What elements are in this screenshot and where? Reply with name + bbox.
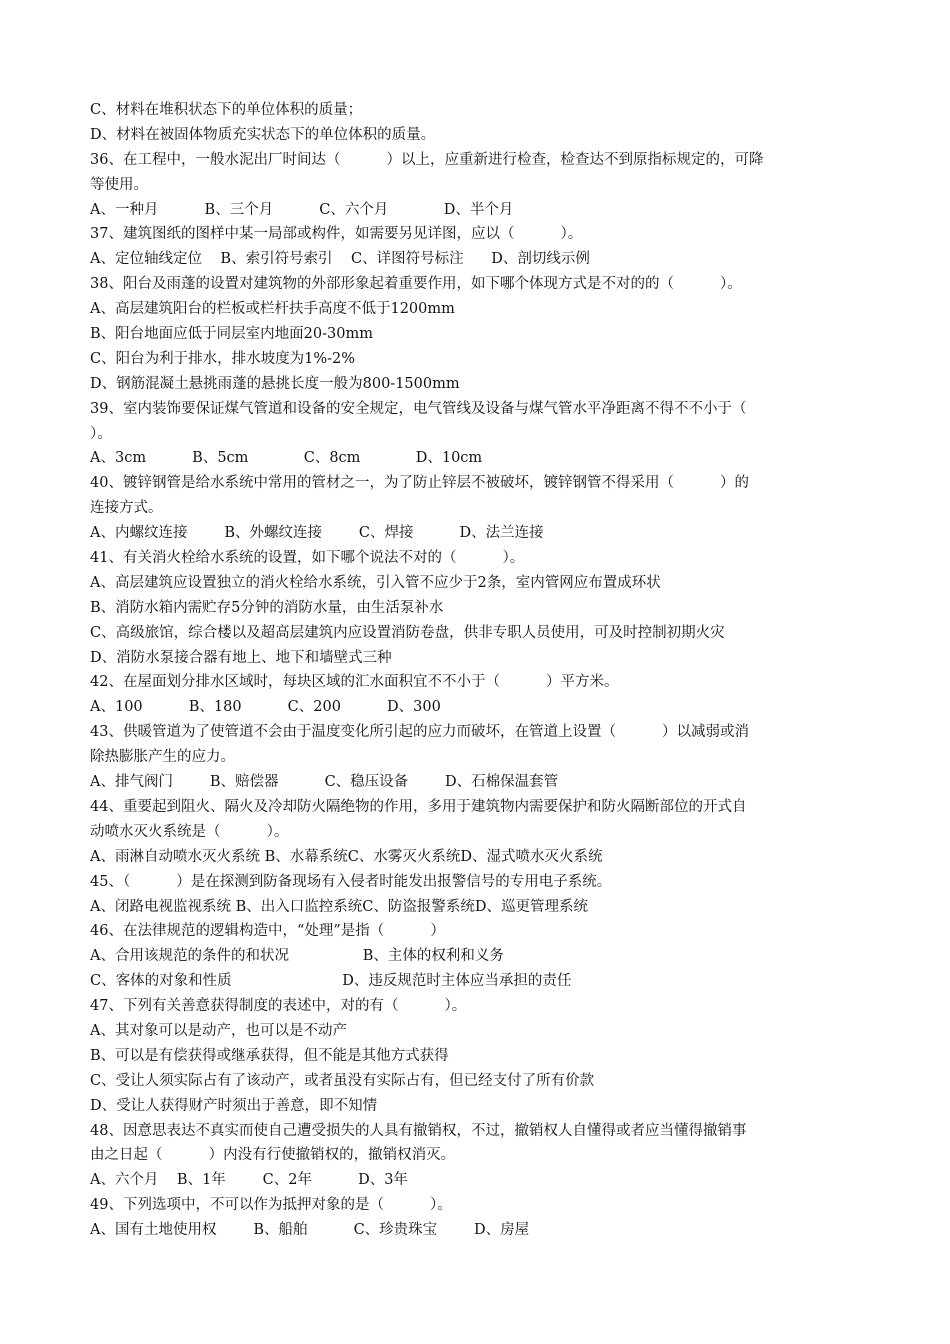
text-line: C、客体的对象和性质 D、违反规范时主体应当承担的责任 — [90, 973, 572, 990]
text-line: A、高层建筑阳台的栏板或栏杆扶手高度不低于1200mm — [90, 301, 455, 318]
text-line: 38、阳台及雨蓬的设置对建筑物的外部形象起着重要作用，如下哪个体现方式是不对的的（ ）。 — [90, 276, 742, 293]
text-line: A、内螺纹连接 B、外螺纹连接 C、焊接 D、法兰连接 — [90, 525, 544, 542]
text-line: A、国有土地使用权 B、船舶 C、珍贵珠宝 D、房屋 — [90, 1222, 530, 1239]
text-line: A、其对象可以是动产，也可以是不动产 — [90, 1022, 347, 1039]
text-line: C、材料在堆积状态下的单位体积的质量； — [90, 102, 363, 118]
text-line: A、一种月 B、三个月 C、六个月 D、半个月 — [90, 201, 514, 218]
text-line: A、雨淋自动喷水灭火系统 B、水幕系统C、水雾灭火系统D、湿式喷水灭火系统 — [90, 848, 603, 865]
text-line: B、阳台地面应低于同层室内地面20-30mm — [90, 326, 373, 343]
text-line: 动喷水灭火系统是（ ）。 — [90, 823, 289, 840]
text-line: 除热膨胀产生的应力。 — [90, 749, 235, 766]
text-line: 45、（ ）是在探测到防备现场有入侵者时能发出报警信号的专用电子系统。 — [90, 873, 612, 890]
text-line: 42、在屋面划分排水区域时，每块区域的汇水面积宜不不小于（ ）平方米。 — [90, 674, 619, 691]
text-line: C、受让人须实际占有了该动产，或者虽没有实际占有，但已经支付了所有价款 — [90, 1072, 595, 1089]
text-line: 37、建筑图纸的图样中某一局部或构件，如需要另见详图，应以（ ）。 — [90, 226, 583, 243]
document-page — [90, 98, 880, 1243]
text-line: 46、在法律规范的逻辑构造中，“处理”是指（ ） — [90, 923, 445, 940]
text-line: C、阳台为利于排水，排水坡度为1%-2% — [90, 350, 355, 367]
text-line: A、闭路电视监视系统 B、出入口监控系统C、防盗报警系统D、巡更管理系统 — [90, 898, 588, 915]
text-line: 由之日起（ ）内没有行使撤销权的，撤销权消灭。 — [90, 1147, 456, 1164]
text-line: D、受让人获得财产时须出于善意，即不知情 — [90, 1097, 378, 1114]
text-line: A、100 B、180 C、200 D、300 — [90, 699, 441, 716]
text-line: A、3cm B、5cm C、8cm D、10cm — [90, 450, 483, 467]
text-line: 40、镀锌钢管是给水系统中常用的管材之一，为了防止锌层不被破坏，镀锌钢管不得采用（ ）的 — [90, 475, 750, 492]
text-line: 连接方式。 — [90, 500, 163, 517]
text-line: D、钢筋混凝土悬挑雨蓬的悬挑长度一般为800-1500mm — [90, 375, 460, 392]
text-line: A、合用该规范的条件的和状况 B、主体的权利和义务 — [90, 948, 504, 965]
text-line: 44、重要起到阻火、隔火及冷却防火隔绝物的作用，多用于建筑物内需要保护和防火隔断部位的开式自 — [90, 798, 747, 815]
text-line: 39、室内装饰要保证煤气管道和设备的安全规定，电气管线及设备与煤气管水平净距离不得不不小于（ — [90, 400, 747, 417]
text-line: A、六个月 B、1年 C、2年 D、3年 — [90, 1172, 408, 1189]
text-line: B、可以是有偿获得或继承获得，但不能是其他方式获得 — [90, 1047, 449, 1064]
text-line: A、高层建筑应设置独立的消火栓给水系统，引入管不应少于2条，室内管网应布置成环状 — [90, 574, 661, 591]
text-line: 47、下列有关善意获得制度的表述中，对的有（ ）。 — [90, 998, 467, 1015]
text-line: ）。 — [90, 425, 112, 442]
text-line: A、排气阀门 B、赔偿器 C、稳压设备 D、石棉保温套管 — [90, 774, 559, 791]
text-line: 等使用。 — [90, 176, 148, 193]
text-line: D、消防水泵接合器有地上、地下和墙壁式三种 — [90, 649, 392, 666]
text-line: 48、因意思表达不真实而使自己遭受损失的人具有撤销权，不过，撤销权人自懂得或者应当懂得撤销事 — [90, 1122, 747, 1139]
text-line: D、材料在被固体物质充实状态下的单位体积的质量。 — [90, 126, 436, 143]
text-line: B、消防水箱内需贮存5分钟的消防水量，由生活泵补水 — [90, 599, 444, 616]
text-line: C、高级旅馆，综合楼以及超高层建筑内应设置消防卷盘，供非专职人员使用，可及时控制初期火灾 — [90, 624, 725, 641]
text-line: 36、在工程中，一般水泥出厂时间达（ ）以上，应重新进行检查，检查达不到原指标规定的，可降 — [90, 151, 764, 168]
text-line: 41、有关消火栓给水系统的设置，如下哪个说法不对的（ ）。 — [90, 550, 525, 567]
text-line: A、定位轴线定位 B、索引符号索引 C、详图符号标注 D、剖切线示例 — [90, 251, 590, 268]
text-line: 49、下列选项中，不可以作为抵押对象的是（ ）。 — [90, 1197, 452, 1214]
text-line: 43、供暖管道为了使管道不会由于温度变化所引起的应力而破坏，在管道上设置（ ）以减弱或消 — [90, 724, 750, 741]
